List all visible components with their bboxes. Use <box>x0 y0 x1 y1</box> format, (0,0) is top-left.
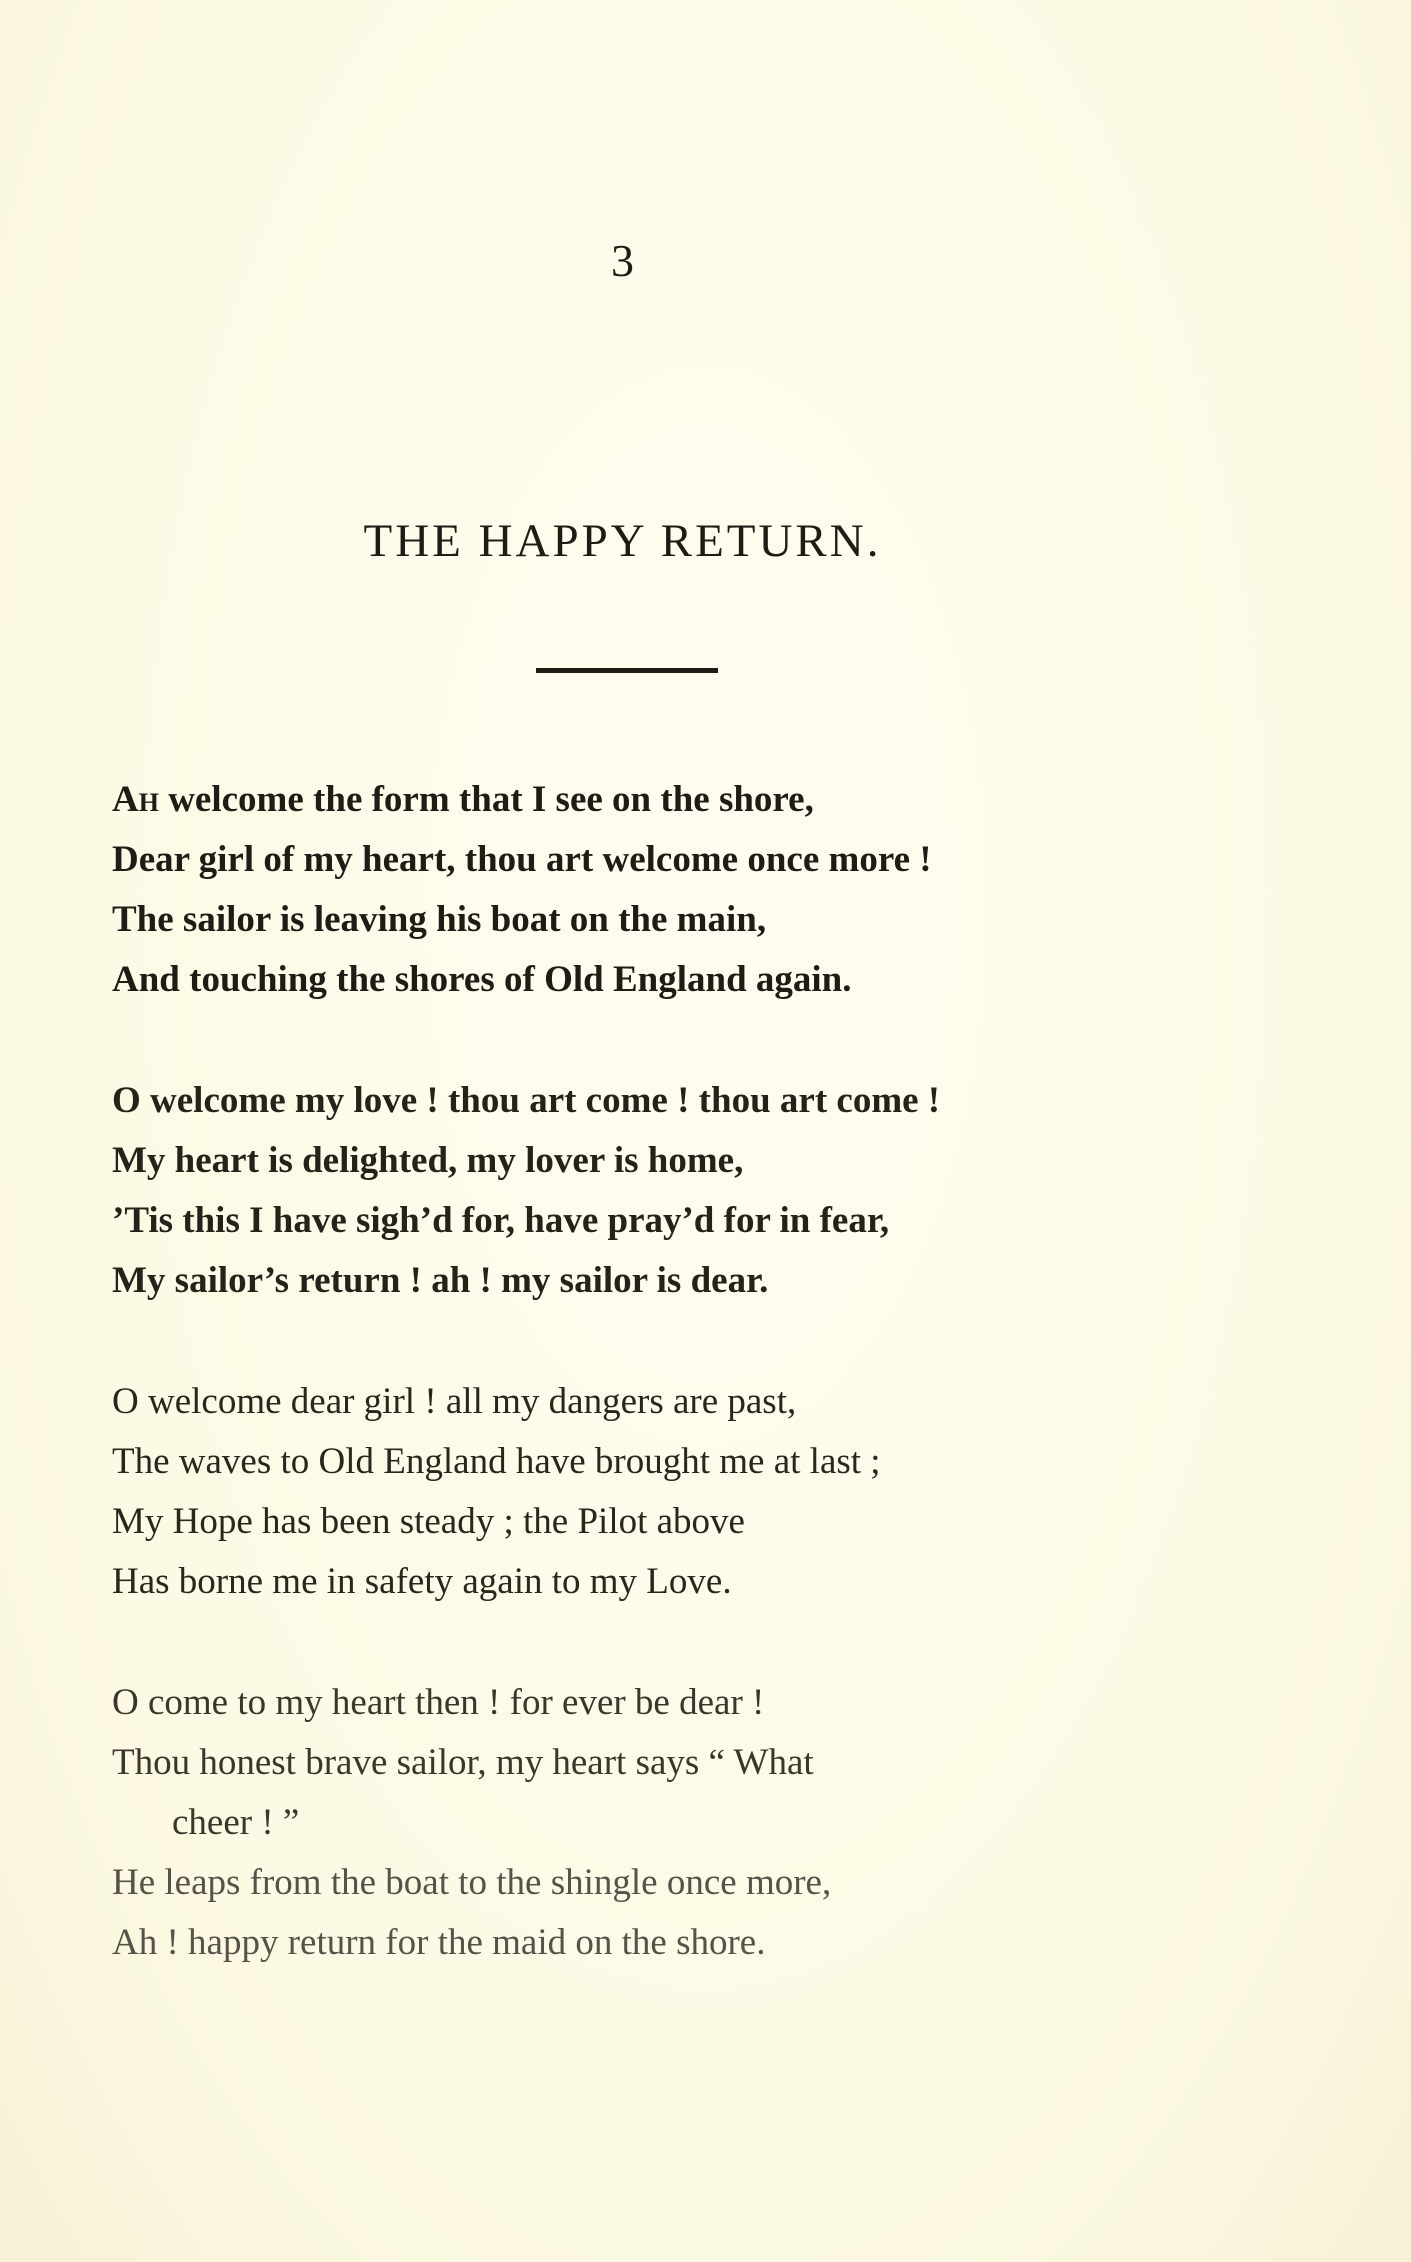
poem-title: THE HAPPY RETURN. <box>363 515 882 567</box>
poem-line-continuation: cheer ! ” <box>172 1802 300 1843</box>
page-number: 3 <box>611 235 634 286</box>
drop-word: Ah <box>112 779 159 820</box>
poem-line: Has borne me in safety again to my Love. <box>112 1561 732 1602</box>
poem-line: Thou honest brave sailor, my heart says “ What <box>112 1742 814 1783</box>
poem-line <box>112 770 1172 830</box>
title-divider <box>536 668 718 673</box>
poem-line: He leaps from the boat to the shingle once more, <box>112 1862 832 1903</box>
poem-line: My heart is delighted, my lover is home, <box>112 1140 744 1181</box>
poem-line: My Hope has been steady ; the Pilot above <box>112 1501 745 1542</box>
poem-body <box>112 770 1172 2034</box>
stanza-4 <box>112 1673 1172 1973</box>
poem-line: My sailor’s return ! ah ! my sailor is dear. <box>112 1260 769 1301</box>
stanza-1 <box>112 770 1172 1010</box>
line-rest: welcome the form that I see on the shore, <box>158 779 814 820</box>
poem-line: The waves to Old England have brought me at last ; <box>112 1441 881 1482</box>
poem-line: Ah ! happy return for the maid on the shore. <box>112 1922 766 1963</box>
poem-line: Dear girl of my heart, thou art welcome once more ! <box>112 839 932 880</box>
stanza-3 <box>112 1372 1172 1612</box>
poem-line: ’Tis this I have sigh’d for, have pray’d for in fear, <box>112 1200 890 1241</box>
poem-line: O welcome my love ! thou art come ! thou art come ! <box>112 1080 941 1121</box>
poem-line: The sailor is leaving his boat on the main, <box>112 899 767 940</box>
poem-line: O welcome dear girl ! all my dangers are past, <box>112 1381 797 1422</box>
poem-line: And touching the shores of Old England again. <box>112 959 852 1000</box>
poem-line: O come to my heart then ! for ever be dear ! <box>112 1682 765 1723</box>
stanza-2 <box>112 1071 1172 1311</box>
